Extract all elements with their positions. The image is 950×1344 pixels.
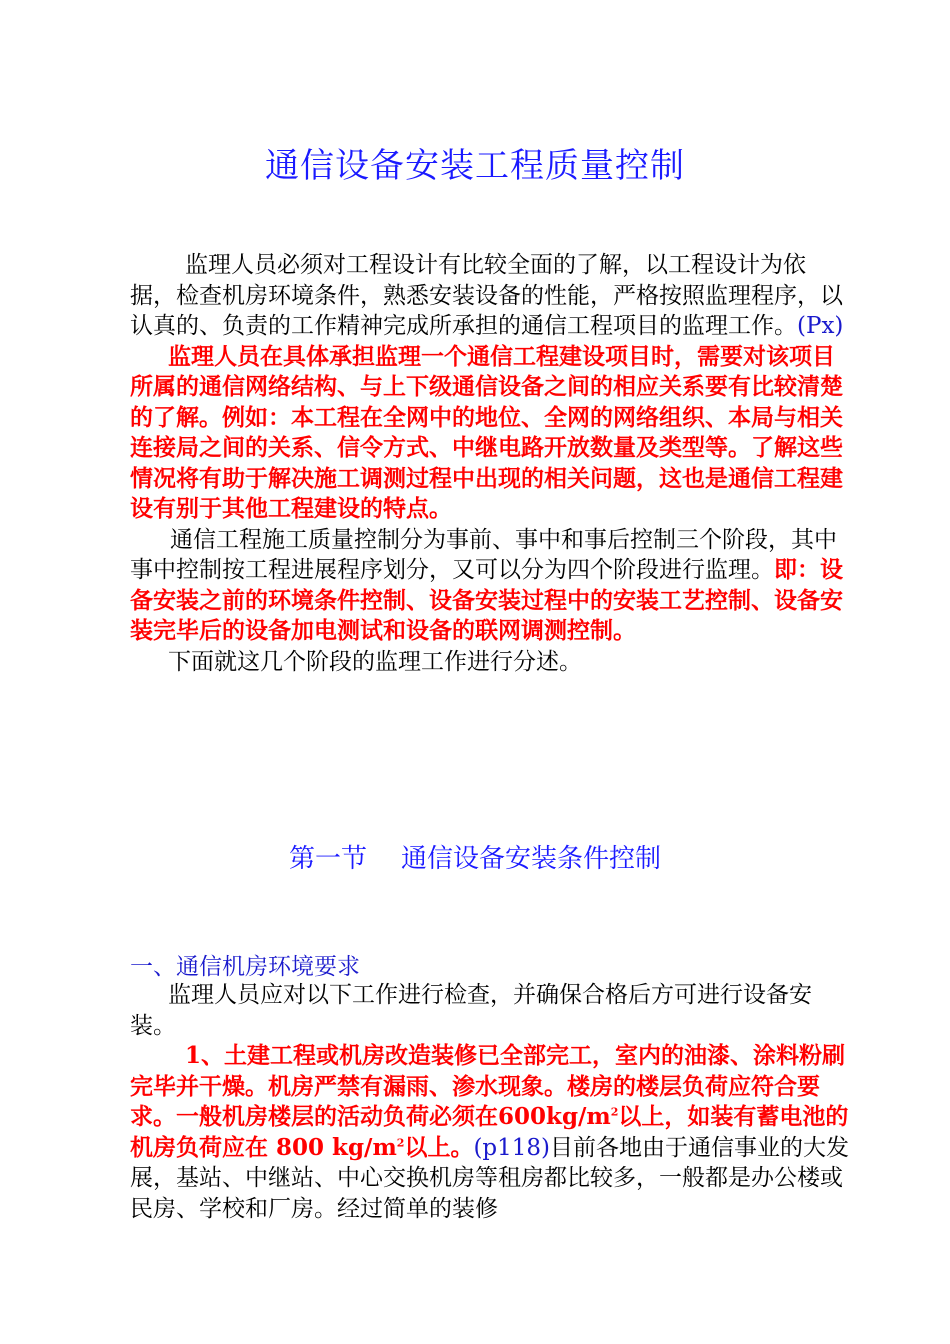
section-number: 第一节	[288, 844, 367, 874]
intro-paragraph-3	[130, 525, 850, 647]
item1-continuation: 目前各地由于通信事业的大发展，基站、中继站、中心交换机房等租房都比较多，一般都是办公楼或民房、学校和厂房。经过简单的装修	[130, 1134, 850, 1222]
intro-p1-text: 监理人员必须对工程设计有比较全面的了解，以工程设计为依据，检查机房环境条件，熟悉安装设备的性能，严格按照监理程序，以认真的、负责的工作精神完成所承担的通信工程项目的监理工作。	[130, 252, 843, 339]
subsection-body	[130, 980, 850, 1224]
intro-p3-emphasis: 即：设备安装之前的环境条件控制、设备安装过程中的安装工艺控制、设备安装完毕后的设备加电测试和设备的联网调测控制。	[130, 556, 843, 644]
intro-paragraph-1	[130, 250, 850, 342]
item1-text-b: 以上，如装有蓄电池的机房负荷应在 800 kg/m	[130, 1103, 849, 1161]
intro-paragraph-4: 下面就这几个阶段的监理工作进行分述。	[168, 648, 582, 675]
item1-superscript-1: 2	[610, 1105, 619, 1119]
item1-text-c: 以上。	[404, 1133, 474, 1161]
subsection-heading: 一、通信机房环境要求	[130, 954, 360, 980]
intro-section	[130, 250, 850, 677]
intro-p1-reference: (Px)	[797, 313, 844, 339]
requirement-item-1	[130, 1041, 850, 1224]
item1-text-a: 1、土建工程或机房改造装修已全部完工，室内的油漆、涂料粉刷完毕并干燥。机房严禁有漏雨、渗水现象。楼房的楼层负荷应符合要求。一般机房楼层的活动负荷必须在600kg/m	[130, 1042, 846, 1130]
section-heading	[0, 838, 950, 875]
intro-p3-text: 通信工程施工质量控制分为事前、事中和事后控制三个阶段，其中事中控制按工程进展程序划分，又可以分为四个阶段进行监理。	[130, 526, 837, 583]
item1-superscript-2: 2	[396, 1135, 405, 1149]
subsection-paragraph-1: 监理人员应对以下工作进行检查，并确保合格后方可进行设备安装。	[130, 982, 812, 1039]
item1-reference: (p118)	[473, 1134, 551, 1161]
section-title: 通信设备安装条件控制	[401, 844, 662, 874]
document-title: 通信设备安装工程质量控制	[265, 146, 685, 186]
intro-paragraph-2: 监理人员在具体承担监理一个通信工程建设项目时，需要对该项目所属的通信网络结构、与上下级通信设备之间的相应关系要有比较清楚的了解。例如：本工程在全网中的地位、全网的网络组织、本局与相关连接局之间的关系、信令方式、中继电路开放数量及类型等。了解这些情况将有助于解决施工调测过程中出现的相关问题，这也是通信工程建设有别于其他工程建设的特点。	[130, 342, 843, 522]
